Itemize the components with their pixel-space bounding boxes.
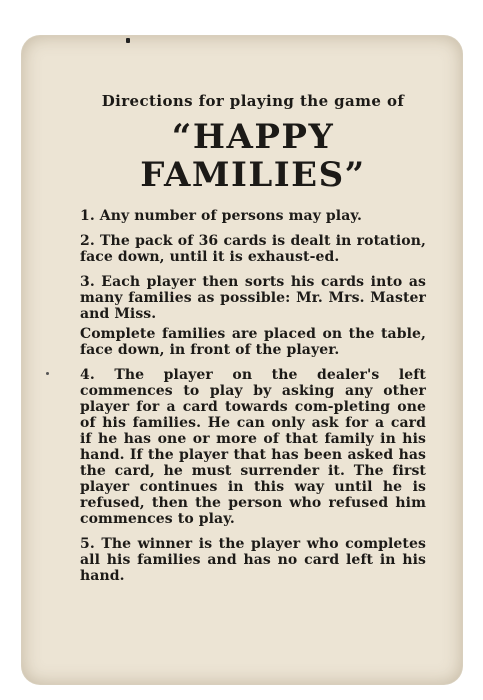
rule-1: 1. Any number of persons may play.	[80, 208, 362, 224]
title-line-2: FAMILIES”	[140, 155, 366, 195]
game-title	[80, 118, 426, 194]
title-line-1: “HAPPY	[171, 117, 335, 157]
ink-mark	[126, 38, 130, 43]
rule-4: 4. The player on the dealer's left commences to play by asking any other player for a card towards com-pleting one of his families. He can only ask for a card if he has one or more of that family in his hand. If the player that has been asked has the card, he must surrender it. The first player continues in this way until he is refused, then the person who refused him commences to play.	[80, 367, 426, 527]
rule-3-continued: Complete families are placed on the table, face down, in front of the player.	[80, 326, 426, 358]
rule-5: 5. The winner is the player who completes all his families and has no card left in his hand.	[80, 536, 426, 584]
rule-3: 3. Each player then sorts his cards into as many families as possible: Mr. Mrs. Master and Miss.	[80, 274, 426, 322]
rules-list	[80, 208, 426, 584]
rule-2: 2. The pack of 36 cards is dealt in rotation, face down, until it is exhaust-ed.	[80, 233, 426, 265]
instruction-card	[22, 36, 462, 684]
card-header: Directions for playing the game of	[101, 92, 405, 110]
ink-speck	[46, 372, 49, 375]
